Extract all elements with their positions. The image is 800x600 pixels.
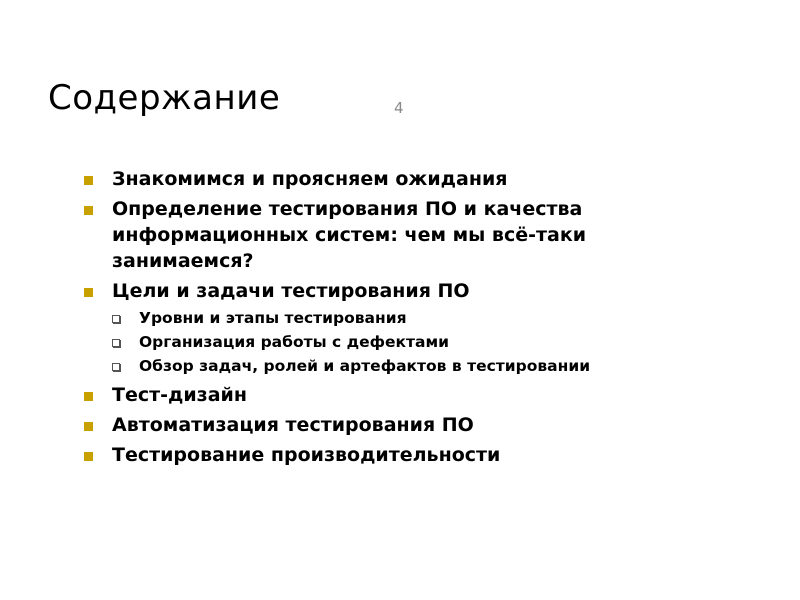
list-item: [82, 442, 682, 468]
slide-title: Содержание: [48, 78, 281, 118]
sub-list-item-label: Организация работы с дефектами: [139, 333, 449, 351]
square-bullet-icon: [84, 206, 93, 215]
hollow-square-bullet-icon: [112, 363, 120, 371]
list-item-label: Знакомимся и проясняем ожидания: [112, 168, 508, 190]
hollow-square-bullet-icon: [112, 339, 120, 347]
sub-list-item: [82, 356, 682, 376]
sub-list-item-label: Уровни и этапы тестирования: [139, 309, 407, 327]
list-item: [82, 382, 682, 408]
list-item: [82, 166, 682, 192]
list-item-label: Цели и задачи тестирования ПО: [112, 280, 470, 302]
page-number: 4: [394, 99, 404, 117]
square-bullet-icon: [84, 176, 93, 185]
square-bullet-icon: [84, 422, 93, 431]
list-item: [82, 412, 682, 438]
square-bullet-icon: [84, 392, 93, 401]
hollow-square-bullet-icon: [112, 315, 120, 323]
sub-list-item-label: Обзор задач, ролей и артефактов в тестировании: [139, 357, 591, 375]
list-item: [82, 278, 682, 304]
square-bullet-icon: [84, 288, 93, 297]
list-item-label: Тестирование производительности: [112, 444, 501, 466]
square-bullet-icon: [84, 452, 93, 461]
content-list: [82, 166, 682, 472]
sub-list-item: [82, 308, 682, 328]
list-item-label: Тест-дизайн: [112, 384, 247, 406]
list-item-label: Автоматизация тестирования ПО: [112, 414, 474, 436]
list-item-label: Определение тестирования ПО и качества информационных систем: чем мы всё-таки занимаемся?: [112, 198, 587, 272]
sub-list-item: [82, 332, 682, 352]
list-item: [82, 196, 682, 274]
